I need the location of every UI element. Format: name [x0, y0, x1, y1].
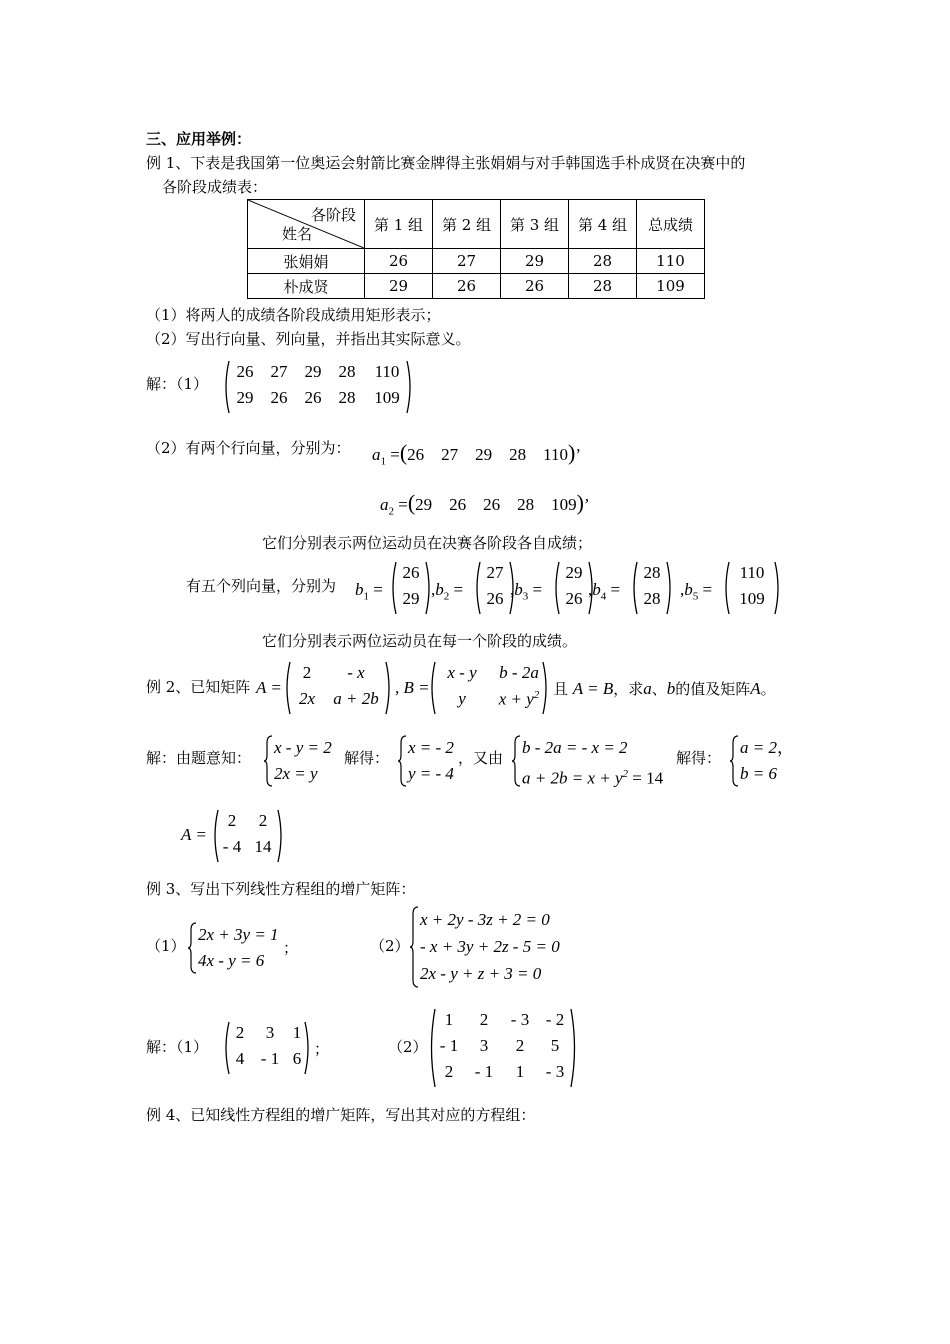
matrix-cell: 26 [270, 388, 288, 407]
column-vector-matrix [630, 560, 674, 616]
row-vector-intro: （2）有两个行向量，分别为： [146, 439, 351, 457]
vector-entry: 26 [407, 445, 425, 464]
table-row [248, 249, 705, 274]
vector-entry: 29 [565, 563, 583, 582]
table-header-cell: 第 1 组 [365, 200, 433, 249]
vector-entry: 26 [565, 589, 583, 608]
problem-1-label: （1） [146, 937, 186, 955]
table-cell: 29 [365, 274, 433, 299]
row-name: 朴成贤 [248, 274, 365, 299]
vector-entry: 26 [483, 495, 501, 514]
ex1-solution-label: 解：（1） [146, 375, 209, 393]
left-brace-icon [398, 735, 408, 787]
vector-entry: 109 [551, 495, 577, 514]
vector-entry: 110 [543, 445, 569, 464]
matrix-A [283, 660, 393, 716]
matrix-cell: 27 [270, 362, 288, 381]
result-A-label: A = [181, 825, 207, 844]
ex1-question-1: （1）将两人的成绩各阶段成绩用矩形表示； [146, 306, 441, 324]
vector-entry: 27 [441, 445, 459, 464]
solution-2: a = 2， b = 6 [740, 738, 794, 783]
problem-1-system: 2x + 3y = 1 4x - y = 6 [198, 925, 279, 970]
matrix-cell: - 1 [474, 1062, 494, 1081]
vector-entry: 29 [402, 589, 420, 608]
matrix-cell: x - y [447, 663, 477, 682]
vector-entry: 109 [739, 589, 765, 608]
vector-entry: 26 [486, 589, 504, 608]
column-vector-label: $,b_4$ = [588, 580, 621, 603]
table-header-cell: 第 4 组 [569, 200, 637, 249]
vector-entry: 29 [415, 495, 433, 514]
matrix-cell: 4 [235, 1049, 245, 1068]
matrix-cell: 14 [254, 837, 272, 856]
row-vector-a2: $a_2 =(29$ 26 26 28 109)’ [380, 490, 590, 518]
matrix-cell: 26 [236, 362, 254, 381]
table-cell: 109 [637, 274, 705, 299]
vector-entry: 28 [509, 445, 527, 464]
table-cell: 26 [365, 249, 433, 274]
matrix-cell: 2 [444, 1062, 454, 1081]
subscript: 2 [388, 505, 394, 518]
also-label: ，又由 [458, 749, 504, 767]
system-1: x - y = 2 2x = y [274, 738, 332, 783]
table-cell: 26 [501, 274, 569, 299]
column-vector-label: $b_1$ = [355, 580, 383, 603]
vector-entry: 28 [517, 495, 535, 514]
vector-entry: 27 [486, 563, 504, 582]
problem-1-tail: ； [283, 939, 299, 957]
solve-label-2: 解得： [676, 749, 722, 767]
matrix-cell: 6 [292, 1049, 302, 1068]
table-cell: 28 [569, 249, 637, 274]
solution-1: x = - 2 y = - 4 [408, 738, 454, 783]
matrix-cell: 26 [304, 388, 322, 407]
matrix-cell: y [458, 689, 466, 708]
result-matrix [211, 808, 285, 864]
ex1-question-2: （2）写出行向量、列向量，并指出其实际意义。 [146, 330, 471, 348]
system-2: b - 2a = - x = 2 $a + 2b = x + y^2 = 14$ [522, 738, 664, 788]
matrix-cell: 3 [479, 1036, 489, 1055]
column-vector-meaning: 它们分别表示两位运动员在每一个阶段的成绩。 [262, 632, 578, 650]
subscript: 1 [380, 455, 386, 468]
problem-2-label: （2） [370, 937, 410, 955]
ex3-solution-label: 解：（1） [146, 1038, 209, 1056]
matrix-cell: 2 [258, 811, 268, 830]
vector-entry: 26 [402, 563, 420, 582]
matrix-cell: 29 [304, 362, 322, 381]
var-a: a [372, 445, 381, 464]
solve-label-1: 解得： [344, 749, 390, 767]
matrix-cell: 5 [550, 1036, 560, 1055]
ex1-intro-line1: 例 1、下表是我国第一位奥运会射箭比赛金牌得主张娟娟与对手韩国选手朴成贤在决赛中的 [146, 154, 746, 172]
corner-bottom-label: 姓名 [282, 225, 313, 243]
matrix-cell: - 2 [545, 1010, 565, 1029]
matrix-cell: 1 [515, 1062, 525, 1081]
table-cell: 29 [501, 249, 569, 274]
table-cell: 27 [433, 249, 501, 274]
corner-top-label: 各阶段 [310, 206, 356, 224]
matrix-cell: - 3 [510, 1010, 530, 1029]
vector-entry: 28 [643, 589, 661, 608]
ex3-intro: 例 3、写出下列线性方程组的增广矩阵： [146, 880, 416, 898]
ex2-intro: 例 2、已知矩阵 [146, 678, 251, 696]
section-heading: 三、应用举例： [146, 130, 252, 148]
var-a: a [380, 495, 389, 514]
score-table [247, 199, 705, 299]
table-cell: 110 [637, 249, 705, 274]
matrix-B-label: , B = [395, 678, 430, 697]
ex2-solution-label: 解：由题意知： [146, 749, 252, 767]
ex2-condition: 且 A = B，求a、b的值及矩阵A。 [553, 679, 776, 698]
matrix-cell: 2 [515, 1036, 525, 1055]
table-header-cell: 总成绩 [637, 200, 705, 249]
matrix-cell: - 1 [439, 1036, 459, 1055]
column-vector-label: $,b_2$ = [431, 580, 464, 603]
vector-entry: 110 [739, 563, 765, 582]
matrix-cell: 2x [298, 689, 316, 708]
matrix-B [428, 660, 550, 716]
table-cell: 26 [433, 274, 501, 299]
matrix-cell: 3 [265, 1023, 275, 1042]
matrix-cell: - 4 [222, 837, 242, 856]
ex3-solution-2-label: （2） [388, 1038, 428, 1056]
left-brace-icon [410, 906, 420, 988]
column-vector-intro: 有五个列向量，分别为 [186, 577, 337, 595]
matrix-cell: 29 [236, 388, 254, 407]
column-vector-matrix [722, 560, 782, 616]
table-header-cell: 第 3 组 [501, 200, 569, 249]
left-brace-icon [188, 922, 198, 974]
left-brace-icon [264, 735, 274, 787]
matrix-cell: 2 [302, 663, 312, 682]
ex4-intro: 例 4、已知线性方程组的增广矩阵，写出其对应的方程组： [146, 1106, 536, 1124]
left-brace-icon [512, 735, 522, 787]
ex1-intro-line2: 各阶段成绩表： [162, 178, 268, 196]
row-vector-meaning: 它们分别表示两位运动员在决赛各阶段各自成绩； [262, 534, 593, 552]
problem-2-system: x + 2y - 3z + 2 = 0 - x + 3y + 2z - 5 = 0 2x - y + z + 3 = 0 [420, 910, 560, 983]
score-matrix [222, 359, 414, 415]
matrix-cell: b - 2a [499, 663, 539, 682]
table-row [248, 274, 705, 299]
column-vector-label: $,b_5$ = [680, 580, 713, 603]
matrix-cell: a + 2b [333, 689, 379, 708]
matrix-A-label: A = [256, 678, 282, 697]
row-name: 张娟娟 [248, 249, 365, 274]
matrix-cell: - 3 [545, 1062, 565, 1081]
matrix-cell: 1 [444, 1010, 454, 1029]
augmented-matrix-1 [222, 1020, 312, 1076]
matrix-cell: - x [347, 663, 365, 682]
column-vector-label: $,b_3$ = [510, 580, 543, 603]
matrix-cell: 2 [227, 811, 237, 830]
column-vector-matrix [389, 560, 433, 616]
matrix-1-tail: ； [314, 1040, 330, 1058]
matrix-cell: 2 [479, 1010, 489, 1029]
matrix-cell: 28 [338, 388, 356, 407]
matrix-cell: 1 [292, 1023, 302, 1042]
matrix-cell: - 1 [260, 1049, 280, 1068]
vector-entry: 29 [475, 445, 493, 464]
matrix-cell: 109 [374, 388, 400, 407]
left-brace-icon [730, 735, 740, 787]
matrix-cell: 110 [374, 362, 400, 381]
table-header-row [248, 200, 705, 249]
matrix-cell: 28 [338, 362, 356, 381]
table-header-cell: 第 2 组 [433, 200, 501, 249]
table-cell: 28 [569, 274, 637, 299]
table-corner-cell [248, 200, 365, 249]
matrix-cell: 2 [235, 1023, 245, 1042]
vector-entry: 28 [643, 563, 661, 582]
vector-entry: 26 [449, 495, 467, 514]
row-vector-a1: $a_1 =(26$ 27 29 28 110)’ [372, 440, 582, 468]
augmented-matrix-2 [428, 1007, 578, 1089]
matrix-cell: $x + y^2$ [498, 689, 540, 709]
